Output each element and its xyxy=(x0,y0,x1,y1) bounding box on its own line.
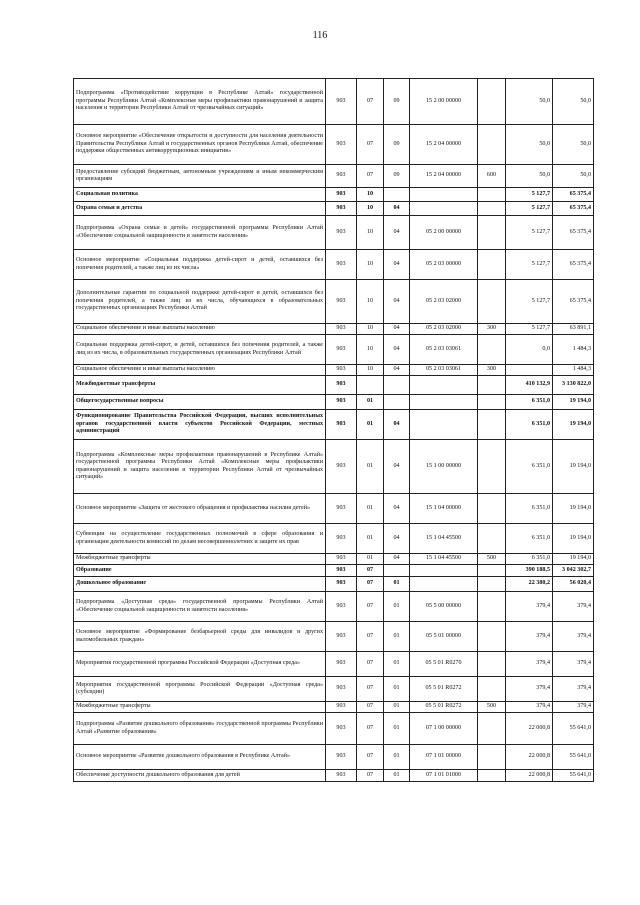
row-ved-cell: 903 xyxy=(326,702,357,713)
table-row xyxy=(74,335,594,365)
row-name-cell: Предоставление субсидий бюджетным, автономным учреждениям и иным некоммерческим организациям xyxy=(74,165,326,188)
row-section-cell: 07 xyxy=(357,770,384,782)
row-ved-cell: 903 xyxy=(326,376,357,395)
table-row xyxy=(74,713,594,745)
row-name-cell: Социальная поддержка детей-сирот, и детей, оставшихся без попечения родителей, а также лиц из их числа, в образовательных государственных организациях Республики Алтай xyxy=(74,335,326,365)
table-row xyxy=(74,79,594,125)
page-number: 116 xyxy=(312,30,328,41)
row-expense-type-cell xyxy=(478,216,506,250)
row-name-cell: Мероприятия государственной программы Российской Федерации «Доступная среда» (субсидии) xyxy=(74,677,326,702)
row-subsection-cell xyxy=(384,565,410,577)
row-subsection-cell: 01 xyxy=(384,577,410,592)
row-subsection-cell: 01 xyxy=(384,713,410,745)
row-name-cell: Подпрограмма «Доступная среда» государственной программы Республики Алтай «Обеспечение социальной защищенности и занятости населения» xyxy=(74,592,326,622)
row-expense-type-cell xyxy=(478,280,506,324)
row-amount-2-cell: 63 891,1 xyxy=(553,324,594,335)
row-amount-2-cell: 56 020,4 xyxy=(553,577,594,592)
row-amount-2-cell: 55 641,0 xyxy=(553,770,594,782)
table-row xyxy=(74,280,594,324)
row-target-article-cell xyxy=(410,395,478,410)
row-section-cell: 10 xyxy=(357,216,384,250)
row-ved-cell: 903 xyxy=(326,524,357,554)
row-amount-2-cell: 379,4 xyxy=(553,592,594,622)
row-section-cell: 07 xyxy=(357,652,384,677)
row-target-article-cell: 15 1 04 45500 xyxy=(410,524,478,554)
row-expense-type-cell xyxy=(478,565,506,577)
table-row xyxy=(74,494,594,524)
row-ved-cell: 903 xyxy=(326,165,357,188)
row-amount-1-cell: 5 127,7 xyxy=(506,216,553,250)
table-row xyxy=(74,324,594,335)
row-amount-1-cell: 6 351,0 xyxy=(506,554,553,565)
row-amount-1-cell: 22 000,8 xyxy=(506,745,553,770)
row-amount-2-cell: 55 641,0 xyxy=(553,713,594,745)
row-section-cell: 07 xyxy=(357,677,384,702)
row-amount-1-cell: 6 351,0 xyxy=(506,440,553,494)
row-subsection-cell: 04 xyxy=(384,324,410,335)
row-amount-1-cell: 0,0 xyxy=(506,335,553,365)
row-target-article-cell: 15 1 00 00000 xyxy=(410,440,478,494)
table-row xyxy=(74,652,594,677)
table-row xyxy=(74,202,594,216)
row-amount-2-cell: 19 194,0 xyxy=(553,440,594,494)
row-name-cell: Социальная политика xyxy=(74,188,326,202)
row-amount-2-cell: 19 194,0 xyxy=(553,524,594,554)
table-row xyxy=(74,410,594,440)
row-section-cell: 01 xyxy=(357,494,384,524)
row-name-cell: Охрана семьи и детства xyxy=(74,202,326,216)
row-target-article-cell: 05 5 01 00000 xyxy=(410,622,478,652)
row-expense-type-cell xyxy=(478,440,506,494)
row-name-cell: Субвенции на осуществление государственных полномочий в сфере образования и организации деятельности комиссий по делам несовершеннолетних и защите их прав xyxy=(74,524,326,554)
row-target-article-cell: 05 5 00 00000 xyxy=(410,592,478,622)
row-expense-type-cell xyxy=(478,577,506,592)
row-amount-1-cell: 6 351,0 xyxy=(506,395,553,410)
row-subsection-cell: 01 xyxy=(384,702,410,713)
row-subsection-cell: 04 xyxy=(384,216,410,250)
row-expense-type-cell: 600 xyxy=(478,165,506,188)
table-row xyxy=(74,165,594,188)
row-expense-type-cell xyxy=(478,125,506,165)
row-expense-type-cell xyxy=(478,770,506,782)
row-target-article-cell: 15 1 04 00000 xyxy=(410,494,478,524)
row-ved-cell: 903 xyxy=(326,592,357,622)
row-section-cell: 10 xyxy=(357,335,384,365)
row-name-cell: Межбюджетные трансферты xyxy=(74,376,326,395)
table-row xyxy=(74,677,594,702)
row-amount-1-cell: 379,4 xyxy=(506,652,553,677)
row-target-article-cell: 15 2 04 00000 xyxy=(410,125,478,165)
row-name-cell: Межбюджетные трансферты xyxy=(74,554,326,565)
row-section-cell: 07 xyxy=(357,125,384,165)
row-amount-2-cell: 379,4 xyxy=(553,622,594,652)
row-name-cell: Дополнительные гарантии по социальной поддержке детей-сирот и детей, оставшихся без попечения родителей, а также лиц из их числа, обучающихся в образовательных государственных организациях Республики Алтай xyxy=(74,280,326,324)
row-ved-cell: 903 xyxy=(326,713,357,745)
table-row xyxy=(74,577,594,592)
row-subsection-cell: 09 xyxy=(384,125,410,165)
row-ved-cell: 903 xyxy=(326,365,357,376)
row-amount-1-cell: 5 127,7 xyxy=(506,202,553,216)
row-subsection-cell: 01 xyxy=(384,652,410,677)
row-name-cell: Образование xyxy=(74,565,326,577)
row-expense-type-cell xyxy=(478,494,506,524)
row-expense-type-cell xyxy=(478,188,506,202)
row-name-cell: Основное мероприятие «Социальная поддержка детей-сирот и детей, оставшихся без попечения родителей, а также лиц из их числа» xyxy=(74,250,326,280)
row-expense-type-cell xyxy=(478,395,506,410)
row-amount-2-cell: 65 375,4 xyxy=(553,202,594,216)
row-target-article-cell: 05 2 03 02000 xyxy=(410,324,478,335)
row-amount-2-cell: 19 194,0 xyxy=(553,395,594,410)
row-amount-2-cell: 19 194,0 xyxy=(553,554,594,565)
row-amount-1-cell xyxy=(506,365,553,376)
row-section-cell: 07 xyxy=(357,79,384,125)
row-amount-2-cell: 3 042 302,7 xyxy=(553,565,594,577)
row-section-cell: 07 xyxy=(357,622,384,652)
row-subsection-cell: 01 xyxy=(384,770,410,782)
row-subsection-cell: 04 xyxy=(384,554,410,565)
row-name-cell: Подпрограмма «Развитие дошкольного образования» государственной программы Республики Алтай «Развитие образования» xyxy=(74,713,326,745)
row-ved-cell: 903 xyxy=(326,494,357,524)
row-amount-2-cell: 1 484,3 xyxy=(553,365,594,376)
row-section-cell: 07 xyxy=(357,165,384,188)
row-ved-cell: 903 xyxy=(326,395,357,410)
row-subsection-cell: 01 xyxy=(384,677,410,702)
table-row xyxy=(74,565,594,577)
row-amount-2-cell: 19 194,0 xyxy=(553,410,594,440)
row-name-cell: Межбюджетные трансферты xyxy=(74,702,326,713)
row-section-cell: 10 xyxy=(357,188,384,202)
row-name-cell: Дошкольное образование xyxy=(74,577,326,592)
row-expense-type-cell: 500 xyxy=(478,702,506,713)
row-section-cell: 07 xyxy=(357,592,384,622)
row-expense-type-cell xyxy=(478,376,506,395)
row-expense-type-cell xyxy=(478,202,506,216)
row-target-article-cell: 05 5 01 R0270 xyxy=(410,652,478,677)
row-section-cell xyxy=(357,376,384,395)
row-name-cell: Социальное обеспечение и иные выплаты населению xyxy=(74,324,326,335)
row-ved-cell: 903 xyxy=(326,652,357,677)
row-target-article-cell: 15 1 04 45500 xyxy=(410,554,478,565)
row-section-cell: 01 xyxy=(357,440,384,494)
row-ved-cell: 903 xyxy=(326,79,357,125)
row-ved-cell: 903 xyxy=(326,410,357,440)
row-name-cell: Подпрограмма «Охрана семьи и детей» государственной программы Республики Алтай «Обеспечение социальной защищенности и занятости населения» xyxy=(74,216,326,250)
row-amount-1-cell: 379,4 xyxy=(506,677,553,702)
row-section-cell: 10 xyxy=(357,280,384,324)
row-section-cell: 07 xyxy=(357,745,384,770)
row-amount-2-cell: 50,0 xyxy=(553,125,594,165)
row-name-cell: Социальное обеспечение и иные выплаты населению xyxy=(74,365,326,376)
row-target-article-cell: 05 2 00 00000 xyxy=(410,216,478,250)
row-target-article-cell: 05 2 03 02000 xyxy=(410,280,478,324)
table-row xyxy=(74,592,594,622)
row-expense-type-cell: 500 xyxy=(478,554,506,565)
row-ved-cell: 903 xyxy=(326,577,357,592)
row-name-cell: Подпрограмма «Противодействие коррупции в Республике Алтай» государственной программы Республики Алтай «Комплексные меры профилактики правонарушений и защита населения и территории Республики Алтай от чрезвычайных ситуаций» xyxy=(74,79,326,125)
row-section-cell: 01 xyxy=(357,395,384,410)
row-amount-1-cell: 6 351,0 xyxy=(506,410,553,440)
row-name-cell: Общегосударственные вопросы xyxy=(74,395,326,410)
row-amount-1-cell: 50,0 xyxy=(506,79,553,125)
row-subsection-cell: 04 xyxy=(384,524,410,554)
row-amount-1-cell: 22 000,8 xyxy=(506,713,553,745)
row-target-article-cell: 15 2 04 00000 xyxy=(410,165,478,188)
row-amount-2-cell: 379,4 xyxy=(553,677,594,702)
row-name-cell: Основное мероприятие «Защита от жестокого обращения и профилактика насилия детей» xyxy=(74,494,326,524)
row-subsection-cell: 04 xyxy=(384,494,410,524)
row-amount-1-cell: 379,4 xyxy=(506,622,553,652)
row-amount-1-cell: 5 127,7 xyxy=(506,188,553,202)
row-ved-cell: 903 xyxy=(326,280,357,324)
row-ved-cell: 903 xyxy=(326,188,357,202)
table-row xyxy=(74,440,594,494)
table-row xyxy=(74,745,594,770)
row-target-article-cell xyxy=(410,202,478,216)
row-name-cell: Функционирование Правительства Российской Федерации, высших исполнительных органов государственной власти субъектов Российской Федерации, местных администраций xyxy=(74,410,326,440)
row-name-cell: Подпрограмма «Комплексные меры профилактики правонарушений в Республике Алтай» государственной программы Республики Алтай «Комплексные меры профилактики правонарушений и защита населения и территории Республики Алтай от чрезвычайных ситуаций» xyxy=(74,440,326,494)
row-ved-cell: 903 xyxy=(326,770,357,782)
row-section-cell: 07 xyxy=(357,702,384,713)
table-row xyxy=(74,395,594,410)
row-subsection-cell: 04 xyxy=(384,440,410,494)
row-section-cell: 01 xyxy=(357,554,384,565)
row-amount-2-cell: 50,0 xyxy=(553,165,594,188)
row-amount-2-cell: 65 375,4 xyxy=(553,216,594,250)
table-row xyxy=(74,376,594,395)
row-subsection-cell: 04 xyxy=(384,202,410,216)
row-expense-type-cell xyxy=(478,677,506,702)
row-subsection-cell xyxy=(384,188,410,202)
table-row xyxy=(74,524,594,554)
row-amount-1-cell: 22 000,8 xyxy=(506,770,553,782)
row-amount-1-cell: 379,4 xyxy=(506,702,553,713)
row-subsection-cell: 04 xyxy=(384,365,410,376)
row-target-article-cell xyxy=(410,376,478,395)
row-ved-cell: 903 xyxy=(326,125,357,165)
row-target-article-cell: 05 2 03 00000 xyxy=(410,250,478,280)
row-amount-2-cell: 379,4 xyxy=(553,702,594,713)
row-expense-type-cell xyxy=(478,713,506,745)
row-amount-1-cell: 6 351,0 xyxy=(506,494,553,524)
row-ved-cell: 903 xyxy=(326,335,357,365)
row-amount-2-cell: 379,4 xyxy=(553,652,594,677)
row-target-article-cell: 05 5 01 R0272 xyxy=(410,702,478,713)
row-section-cell: 10 xyxy=(357,202,384,216)
table-row xyxy=(74,554,594,565)
row-section-cell: 10 xyxy=(357,250,384,280)
row-section-cell: 01 xyxy=(357,524,384,554)
row-subsection-cell: 09 xyxy=(384,165,410,188)
row-ved-cell: 903 xyxy=(326,440,357,494)
table-row xyxy=(74,622,594,652)
row-name-cell: Основное мероприятие «Обеспечение открытости и доступности для населения деятельности Правительства Республики Алтай и государственных органов Республики Алтай, обеспечение поддержки общественных антикоррупционных инициатив» xyxy=(74,125,326,165)
row-ved-cell: 903 xyxy=(326,622,357,652)
row-target-article-cell xyxy=(410,577,478,592)
row-amount-1-cell: 379,4 xyxy=(506,592,553,622)
row-subsection-cell: 01 xyxy=(384,745,410,770)
row-subsection-cell: 04 xyxy=(384,410,410,440)
table-row xyxy=(74,188,594,202)
row-subsection-cell: 01 xyxy=(384,622,410,652)
row-amount-2-cell: 65 375,4 xyxy=(553,250,594,280)
row-target-article-cell: 05 5 01 R0272 xyxy=(410,677,478,702)
row-amount-1-cell: 5 127,7 xyxy=(506,280,553,324)
row-target-article-cell: 07 1 00 00000 xyxy=(410,713,478,745)
table-row xyxy=(74,702,594,713)
row-target-article-cell: 07 1 01 01000 xyxy=(410,770,478,782)
row-amount-1-cell: 22 380,2 xyxy=(506,577,553,592)
table-row xyxy=(74,250,594,280)
row-expense-type-cell xyxy=(478,79,506,125)
table-row xyxy=(74,770,594,782)
row-section-cell: 07 xyxy=(357,577,384,592)
row-ved-cell: 903 xyxy=(326,202,357,216)
row-target-article-cell: 15 2 00 00000 xyxy=(410,79,478,125)
row-amount-1-cell: 5 127,7 xyxy=(506,324,553,335)
row-target-article-cell xyxy=(410,410,478,440)
budget-table xyxy=(73,78,594,782)
row-expense-type-cell xyxy=(478,410,506,440)
row-target-article-cell xyxy=(410,188,478,202)
row-expense-type-cell: 300 xyxy=(478,324,506,335)
row-expense-type-cell: 300 xyxy=(478,365,506,376)
row-section-cell: 07 xyxy=(357,713,384,745)
row-ved-cell: 903 xyxy=(326,554,357,565)
row-target-article-cell xyxy=(410,565,478,577)
row-amount-1-cell: 5 127,7 xyxy=(506,250,553,280)
row-target-article-cell: 05 2 03 03061 xyxy=(410,335,478,365)
row-subsection-cell: 04 xyxy=(384,280,410,324)
row-amount-2-cell: 65 375,4 xyxy=(553,188,594,202)
row-ved-cell: 903 xyxy=(326,677,357,702)
row-subsection-cell xyxy=(384,376,410,395)
row-amount-1-cell: 390 188,5 xyxy=(506,565,553,577)
table-row xyxy=(74,216,594,250)
row-ved-cell: 903 xyxy=(326,565,357,577)
row-expense-type-cell xyxy=(478,250,506,280)
row-amount-1-cell: 50,0 xyxy=(506,165,553,188)
row-ved-cell: 903 xyxy=(326,216,357,250)
row-amount-2-cell: 3 130 822,0 xyxy=(553,376,594,395)
row-name-cell: Основное мероприятие «Формирование безбарьерной среды для инвалидов и других маломобильных граждан» xyxy=(74,622,326,652)
row-expense-type-cell xyxy=(478,745,506,770)
row-amount-1-cell: 50,0 xyxy=(506,125,553,165)
table-row xyxy=(74,125,594,165)
row-section-cell: 10 xyxy=(357,324,384,335)
table-row xyxy=(74,365,594,376)
row-section-cell: 01 xyxy=(357,410,384,440)
row-expense-type-cell xyxy=(478,622,506,652)
row-expense-type-cell xyxy=(478,335,506,365)
row-name-cell: Основное мероприятие «Развитие дошкольного образования в Республике Алтай» xyxy=(74,745,326,770)
row-amount-1-cell: 410 132,9 xyxy=(506,376,553,395)
row-amount-1-cell: 6 351,0 xyxy=(506,524,553,554)
row-subsection-cell xyxy=(384,395,410,410)
row-amount-2-cell: 1 484,3 xyxy=(553,335,594,365)
row-amount-2-cell: 65 375,4 xyxy=(553,280,594,324)
row-expense-type-cell xyxy=(478,524,506,554)
row-subsection-cell: 04 xyxy=(384,335,410,365)
row-section-cell: 10 xyxy=(357,365,384,376)
row-subsection-cell: 01 xyxy=(384,592,410,622)
row-section-cell: 07 xyxy=(357,565,384,577)
row-amount-2-cell: 55 641,0 xyxy=(553,745,594,770)
row-ved-cell: 903 xyxy=(326,324,357,335)
row-name-cell: Обеспечение доступности дошкольного образования для детей xyxy=(74,770,326,782)
row-amount-2-cell: 19 194,0 xyxy=(553,494,594,524)
row-expense-type-cell xyxy=(478,592,506,622)
row-target-article-cell: 07 1 01 00000 xyxy=(410,745,478,770)
row-ved-cell: 903 xyxy=(326,250,357,280)
row-subsection-cell: 04 xyxy=(384,250,410,280)
row-amount-2-cell: 50,0 xyxy=(553,79,594,125)
row-expense-type-cell xyxy=(478,652,506,677)
row-ved-cell: 903 xyxy=(326,745,357,770)
row-subsection-cell: 09 xyxy=(384,79,410,125)
row-target-article-cell: 05 2 03 03061 xyxy=(410,365,478,376)
row-name-cell: Мероприятия государственной программы Российской Федерации «Доступная среда» xyxy=(74,652,326,677)
